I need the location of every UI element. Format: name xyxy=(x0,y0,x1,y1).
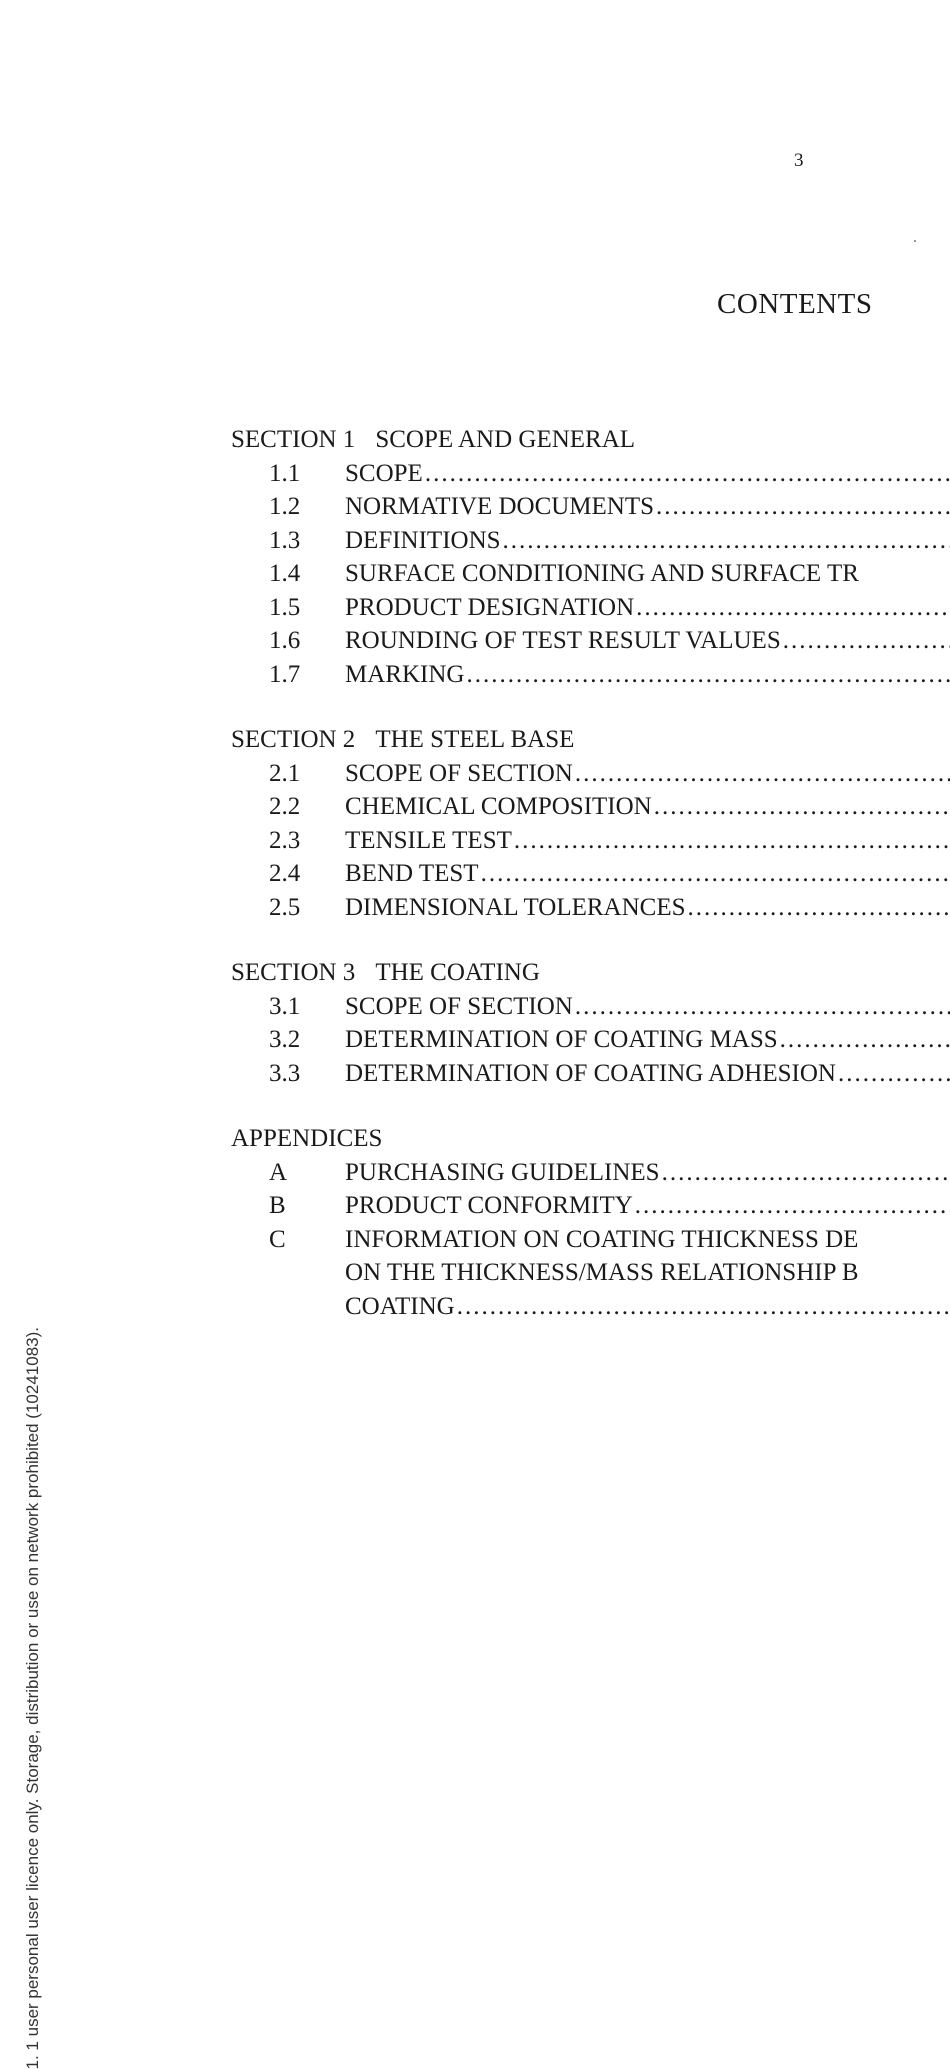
entry-number: 1.5 xyxy=(269,593,301,621)
section-heading[interactable] xyxy=(231,1122,950,1156)
toc-section-3 xyxy=(231,956,950,1090)
dot-leader xyxy=(781,624,950,658)
entry-number: 2.3 xyxy=(269,826,301,854)
toc-entry-continuation[interactable] xyxy=(231,1256,950,1290)
toc-entry[interactable] xyxy=(231,624,950,658)
toc-entry[interactable] xyxy=(231,524,950,558)
table-of-contents xyxy=(231,423,950,1355)
licence-side-note: 1. 1 user personal user licence only. Storage, distribution or use on network prohibited (10241083). xyxy=(23,1327,42,2069)
entry-number: 2.2 xyxy=(269,793,301,820)
entry-number: 1.1 xyxy=(269,459,301,487)
toc-entry[interactable] xyxy=(231,857,950,891)
section-label: SECTION 2 xyxy=(231,726,356,753)
entry-number: A xyxy=(269,1158,288,1186)
section-title: THE STEEL BASE xyxy=(375,726,575,753)
entry-title: SCOPE xyxy=(345,459,423,487)
entry-title: TENSILE TEST xyxy=(345,826,512,854)
toc-entry[interactable] xyxy=(231,824,950,858)
toc-entry-continuation[interactable] xyxy=(231,1290,950,1324)
contents-title: CONTENTS xyxy=(717,288,873,320)
section-label: APPENDICES xyxy=(231,1125,383,1152)
entry-title: PRODUCT CONFORMITY xyxy=(345,1192,633,1219)
entry-title: NORMATIVE DOCUMENTS xyxy=(345,493,655,520)
toc-entry[interactable] xyxy=(231,790,950,824)
toc-appendices xyxy=(231,1122,950,1323)
toc-entry[interactable] xyxy=(231,1223,950,1257)
section-label: SECTION 3 xyxy=(231,959,356,986)
toc-entry[interactable] xyxy=(231,1156,950,1190)
entry-number: 1.2 xyxy=(269,493,301,520)
dot-leader xyxy=(654,490,950,524)
entry-title: DIMENSIONAL TOLERANCES xyxy=(345,893,686,921)
entry-title: ON THE THICKNESS/MASS RELATIONSHIP B xyxy=(345,1259,859,1286)
entry-title: ROUNDING OF TEST RESULT VALUES xyxy=(345,627,781,654)
dot-leader xyxy=(778,1023,950,1057)
entry-title: BEND TEST xyxy=(345,860,479,887)
dot-leader xyxy=(512,824,950,858)
toc-entry[interactable] xyxy=(231,990,950,1024)
entry-number: 2.5 xyxy=(269,893,301,921)
dot-leader xyxy=(455,1290,950,1324)
entry-number: 1.6 xyxy=(269,627,301,654)
toc-entry[interactable] xyxy=(231,658,950,692)
entry-title: DETERMINATION OF COATING ADHESION xyxy=(345,1059,836,1087)
dot-leader xyxy=(633,1189,950,1223)
toc-section-1 xyxy=(231,423,950,691)
entry-title: INFORMATION ON COATING THICKNESS DE xyxy=(345,1225,859,1253)
page-number: 3 xyxy=(794,150,804,171)
dot-leader xyxy=(686,891,950,925)
entry-number: 3.1 xyxy=(269,992,301,1020)
entry-title: SCOPE OF SECTION xyxy=(345,992,573,1020)
dot-leader xyxy=(423,457,950,491)
toc-entry[interactable] xyxy=(231,457,950,491)
dot-leader xyxy=(479,857,950,891)
toc-entry[interactable] xyxy=(231,757,950,791)
entry-number: 1.3 xyxy=(269,526,301,554)
entry-number: 2.4 xyxy=(269,860,301,887)
dot-leader xyxy=(464,658,950,692)
scan-speck xyxy=(914,240,916,242)
toc-entry[interactable] xyxy=(231,891,950,925)
section-heading[interactable] xyxy=(231,723,950,757)
section-heading[interactable] xyxy=(231,956,950,990)
dot-leader xyxy=(573,990,950,1024)
section-title: THE COATING xyxy=(375,959,540,986)
entry-number: 3.2 xyxy=(269,1026,301,1053)
entry-number: 1.4 xyxy=(269,560,301,587)
entry-number: 3.3 xyxy=(269,1059,301,1087)
dot-leader xyxy=(573,757,950,791)
entry-title: CHEMICAL COMPOSITION xyxy=(345,793,652,820)
entry-title: MARKING xyxy=(345,660,465,688)
toc-entry[interactable] xyxy=(231,1057,950,1091)
entry-title: SURFACE CONDITIONING AND SURFACE TR xyxy=(345,560,859,587)
entry-title: SCOPE OF SECTION xyxy=(345,759,573,787)
dot-leader xyxy=(836,1057,950,1091)
entry-number: 2.1 xyxy=(269,759,301,787)
entry-title: DEFINITIONS xyxy=(345,526,501,554)
toc-entry[interactable] xyxy=(231,591,950,625)
entry-title: COATING xyxy=(345,1292,455,1320)
dot-leader xyxy=(652,790,950,824)
toc-entry[interactable] xyxy=(231,1023,950,1057)
entry-number: B xyxy=(269,1192,286,1219)
toc-entry[interactable] xyxy=(231,557,950,591)
entry-number: 1.7 xyxy=(269,660,301,688)
toc-entry[interactable] xyxy=(231,490,950,524)
section-label: SECTION 1 xyxy=(231,426,356,453)
dot-leader xyxy=(501,524,950,558)
section-heading[interactable] xyxy=(231,423,950,457)
entry-title: DETERMINATION OF COATING MASS xyxy=(345,1026,778,1053)
toc-section-2 xyxy=(231,723,950,924)
section-title: SCOPE AND GENERAL xyxy=(375,426,636,453)
entry-title: PURCHASING GUIDELINES xyxy=(345,1158,660,1186)
entry-number: C xyxy=(269,1225,286,1253)
dot-leader xyxy=(634,591,950,625)
dot-leader xyxy=(660,1156,950,1190)
toc-entry[interactable] xyxy=(231,1189,950,1223)
entry-title: PRODUCT DESIGNATION xyxy=(345,593,635,621)
